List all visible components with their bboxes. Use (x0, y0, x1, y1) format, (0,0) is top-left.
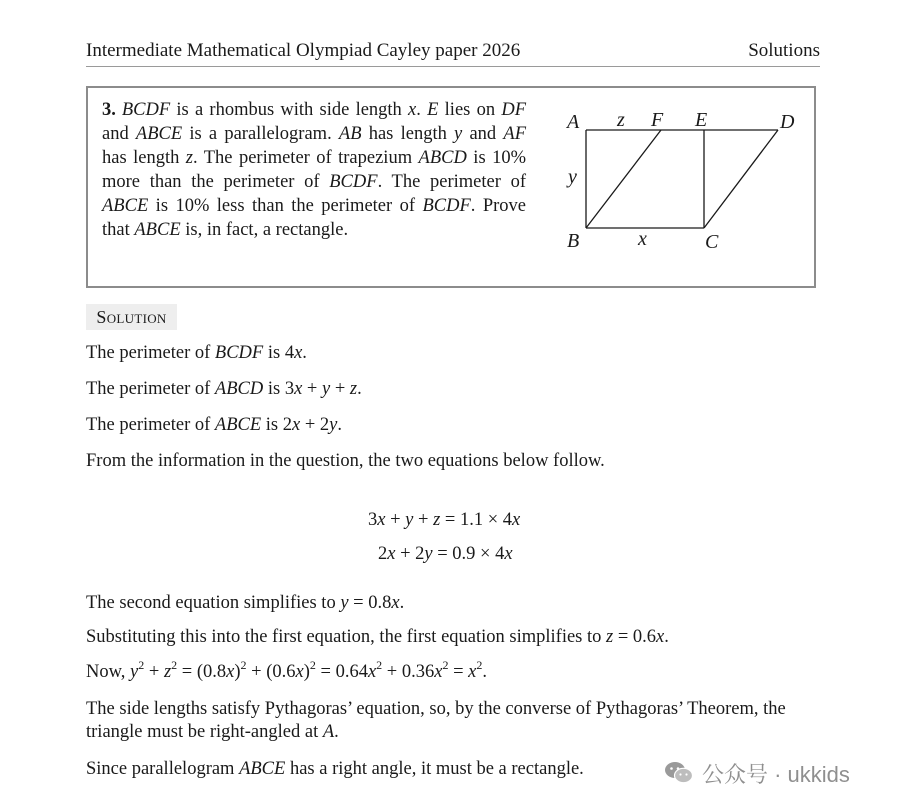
math-symbol: ABCE (134, 220, 181, 240)
text-run: triangle must be right-angled at (86, 722, 323, 742)
math-symbol: x (295, 662, 304, 682)
label-a: A (567, 111, 580, 133)
text-run: = 1.1 × 4 (440, 510, 513, 530)
text-run: . The perimeter of (377, 172, 526, 192)
text-run: is, in fact, a rectangle. (180, 220, 349, 240)
problem-number: 3. (102, 100, 116, 120)
text-run: and (462, 124, 504, 144)
watermark-text: 公众号 · ukkids (702, 761, 850, 787)
math-symbol: x (504, 544, 513, 564)
solution-line-3 (86, 413, 342, 437)
label-x: x (638, 228, 647, 250)
math-symbol: ABCD (418, 148, 467, 168)
math-symbol: E (427, 100, 439, 120)
text-run: Since parallelogram (86, 759, 240, 779)
text-run: + (413, 510, 434, 530)
wechat-icon (664, 760, 694, 786)
text-run: + 0.36 (382, 662, 435, 682)
text-run: + (385, 510, 406, 530)
segment-cd (704, 130, 778, 228)
solution-line-9 (86, 720, 339, 744)
text-run: The side lengths satisfy Pythagoras’ equation, so, by the converse of Pythagoras’ Theorem, the (86, 699, 786, 719)
math-symbol: z (606, 627, 614, 647)
exponent: 2 (240, 657, 247, 672)
label-z: z (617, 109, 625, 131)
math-symbol: y (405, 510, 414, 530)
math-symbol: z (163, 662, 172, 682)
text-run: The perimeter of (86, 415, 215, 435)
math-symbol: z (433, 510, 441, 530)
math-symbol: z (349, 379, 358, 399)
text-run: + 2 (395, 544, 425, 564)
math-symbol: BCDF (329, 172, 378, 192)
text-run: The perimeter of (86, 343, 215, 363)
text-run: is a parallelogram. (182, 124, 339, 144)
math-symbol: AF (503, 124, 526, 144)
text-run: . (357, 379, 362, 399)
math-symbol: x (656, 627, 665, 647)
text-run: 2 (378, 544, 388, 564)
math-symbol: BCDF (422, 196, 471, 216)
text-run: + (330, 379, 350, 399)
text-run: = 0.6 (613, 627, 657, 647)
text-run: has length (361, 124, 455, 144)
text-run: + (144, 662, 164, 682)
text-run: is 3 (263, 379, 295, 399)
solution-line-6 (86, 625, 669, 649)
solution-line-8 (86, 697, 786, 721)
text-run: = 0.8 (348, 593, 392, 613)
text-run: has length (102, 148, 186, 168)
math-symbol: x (294, 343, 303, 363)
text-run: . Prove that (102, 196, 526, 240)
text-run: . (302, 343, 307, 363)
math-symbol: x (294, 379, 303, 399)
math-symbol: BCDF (121, 100, 171, 120)
text-run: ) (303, 662, 310, 682)
segment-bf (586, 130, 661, 228)
text-run: Now, (86, 662, 131, 682)
geometry-diagram (562, 102, 808, 258)
exponent: 2 (476, 657, 483, 672)
math-symbol: BCDF (214, 343, 264, 363)
label-d: D (780, 111, 795, 133)
text-run: = 0.9 × 4 (432, 544, 505, 564)
text-run: is 2 (261, 415, 293, 435)
text-run: + 2 (300, 415, 330, 435)
text-run: is 10% less than the perimeter of (148, 196, 423, 216)
math-symbol: y (321, 379, 331, 399)
math-symbol: x (434, 662, 443, 682)
math-symbol: x (292, 415, 301, 435)
label-y: y (568, 166, 577, 188)
math-symbol: z (185, 148, 193, 168)
exponent: 2 (376, 657, 383, 672)
text-run: is a rhombus with side length (170, 100, 409, 120)
solution-line-7 (86, 657, 487, 684)
math-symbol: ABCD (214, 379, 264, 399)
label-b: B (567, 230, 580, 252)
text-run: From the information in the question, the two equations below follow. (86, 451, 605, 471)
math-symbol: x (408, 100, 417, 120)
math-symbol: ABCE (214, 415, 262, 435)
math-symbol: y (424, 544, 433, 564)
solution-line-1 (86, 341, 307, 365)
text-run: . (482, 662, 487, 682)
math-symbol: x (468, 662, 477, 682)
text-run: . The perimeter of trapezium (193, 148, 419, 168)
text-run: The perimeter of (86, 379, 215, 399)
equation-2 (378, 542, 513, 566)
paper-title: Intermediate Mathematical Olympiad Cayley paper 2026 (86, 40, 521, 61)
text-run: Substituting this into the first equation, the first equation simplifies to (86, 627, 607, 647)
text-run: and (102, 124, 136, 144)
text-run: . (664, 627, 669, 647)
exponent: 2 (138, 657, 145, 672)
math-symbol: x (387, 544, 396, 564)
problem-statement (102, 98, 526, 242)
solution-line-5 (86, 591, 404, 615)
label-f: F (651, 109, 664, 131)
math-symbol: x (391, 593, 400, 613)
text-run: . (416, 100, 428, 120)
text-run: + (302, 379, 322, 399)
text-run: is 4 (263, 343, 295, 363)
math-symbol: y (340, 593, 349, 613)
equation-1 (368, 508, 520, 532)
text-run: . (399, 593, 405, 613)
math-symbol: x (377, 510, 386, 530)
solution-line-2 (86, 377, 362, 401)
math-symbol: ABCE (135, 124, 183, 144)
section-label: Solutions (748, 40, 820, 61)
text-run: has a right angle, it must be a rectangle. (285, 759, 584, 779)
math-symbol: A (322, 722, 335, 742)
exponent: 2 (442, 657, 449, 672)
page-header (86, 40, 820, 67)
text-run: = (0.8 (177, 662, 227, 682)
text-run: = 0.64 (315, 662, 368, 682)
math-symbol: x (512, 510, 521, 530)
math-symbol: y (454, 124, 463, 144)
math-symbol: DF (501, 100, 526, 120)
math-symbol: y (329, 415, 338, 435)
math-symbol: x (226, 662, 235, 682)
text-run: = (448, 662, 469, 682)
problem-body (102, 100, 526, 240)
text-run: . (334, 722, 339, 742)
label-c: C (705, 231, 719, 253)
solution-heading: Solution (86, 304, 177, 330)
text-run: 3 (368, 510, 378, 530)
solution-line-10 (86, 757, 584, 781)
math-symbol: y (130, 662, 139, 682)
exponent: 2 (171, 657, 178, 672)
text-run: is 10% more than the perimeter of (102, 148, 527, 192)
text-run: + (0.6 (246, 662, 296, 682)
math-symbol: ABCE (239, 759, 286, 779)
math-symbol: x (367, 662, 377, 682)
watermark (664, 756, 850, 790)
text-run: lies on (438, 100, 502, 120)
math-symbol: ABCE (102, 196, 149, 216)
exponent: 2 (309, 657, 316, 672)
text-run: ) (234, 662, 241, 682)
label-e: E (695, 109, 708, 131)
solution-line-4 (86, 449, 605, 473)
text-run: The second equation simplifies to (86, 593, 341, 613)
text-run: . (337, 415, 343, 435)
math-symbol: AB (338, 124, 362, 144)
